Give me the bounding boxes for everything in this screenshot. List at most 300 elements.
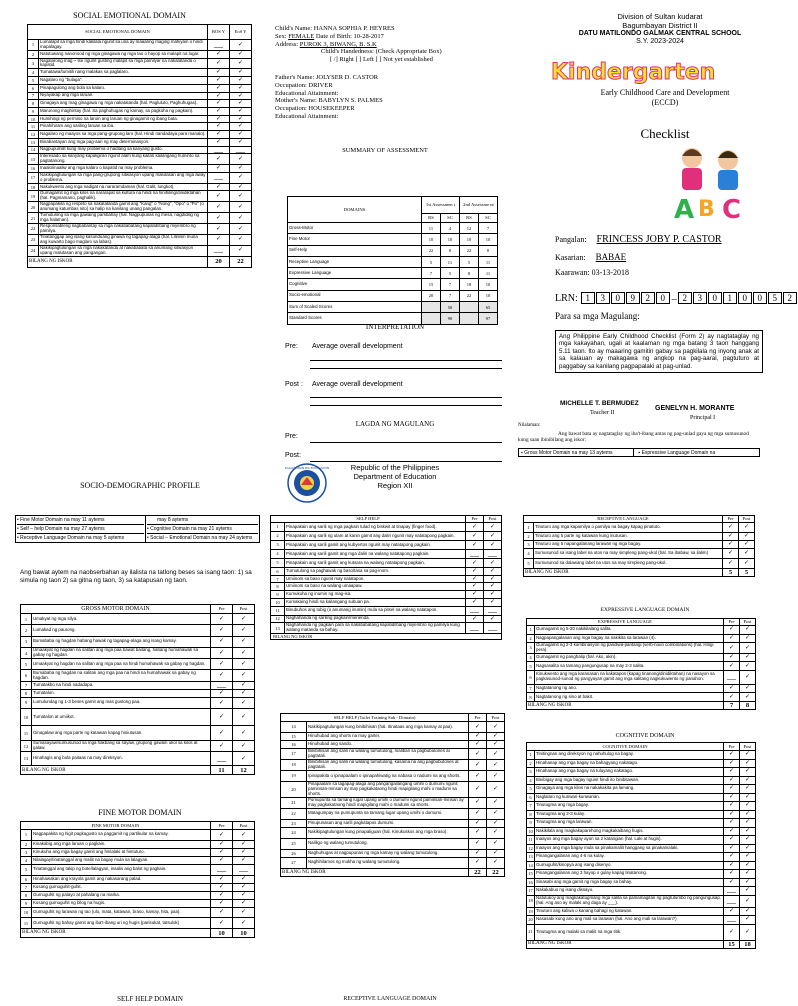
child-sex-dob bbox=[275, 33, 515, 41]
cognitive-title: COGNITIVE DOMAIN bbox=[615, 733, 675, 739]
cognitive-table bbox=[526, 742, 756, 949]
toilet-cell-post: ✓ bbox=[487, 819, 505, 827]
cognitive-row bbox=[527, 907, 756, 916]
school-year: S.Y. 2023-2024 bbox=[636, 38, 684, 46]
svg-text:C: C bbox=[722, 195, 742, 225]
summary-cell-s1: 50 bbox=[440, 302, 459, 313]
cognitive-cell-num: 17 bbox=[528, 888, 533, 894]
sex-label: Sex: bbox=[275, 32, 287, 40]
gross-cell-num: 12 bbox=[21, 741, 32, 752]
sed-cell-num: 23 bbox=[28, 234, 39, 245]
cognitive-cell-pre: ✓ bbox=[724, 907, 740, 916]
expressive-total-pre: 7 bbox=[724, 701, 740, 709]
fine-cell-item: Hinahawakan ang krayola gamit ang nakasarang palad. bbox=[32, 875, 211, 883]
expressive-cell-num: 1 bbox=[527, 626, 535, 635]
selfhelp-cell-post: ___ bbox=[484, 550, 502, 559]
receptive-cell-item: Sumusunod sa dalawang label na utos na may simpleng pang-ukol. bbox=[534, 559, 723, 569]
fine-cell-item: Gumuguhit ng larawan ng tao (ulo, mata, katawan, braso, kamay, hita, paa). bbox=[32, 907, 211, 918]
gross-total-label: BILANG NG ISKOR bbox=[21, 766, 211, 775]
summary-cell-r1 bbox=[421, 302, 440, 313]
sc-label: SC bbox=[478, 214, 497, 223]
gross-cell-post: ✓ bbox=[233, 709, 255, 726]
gross-cell-pre: ✓ bbox=[211, 689, 233, 697]
cognitive-cell-num: 3 bbox=[527, 768, 535, 777]
selfhelp-cell-item: Naghahanda ng sariling pagkain/merienda. bbox=[285, 615, 466, 623]
selfhelp-row bbox=[271, 623, 502, 634]
summary-cell-r2: 22 bbox=[459, 245, 478, 256]
selfhelp-row bbox=[271, 568, 502, 576]
toilet-cell-num: 17 bbox=[281, 749, 307, 760]
cognitive-row bbox=[527, 768, 756, 777]
interp-pre bbox=[285, 343, 505, 351]
selfhelp-cell-post: ✓ bbox=[484, 615, 502, 623]
toilet-cell-num: 18 bbox=[281, 760, 307, 771]
sed-cell-pre: ✓ bbox=[208, 69, 230, 77]
selfhelp-cell-post: ___ bbox=[484, 623, 502, 634]
toilet-cell-item: Pinupunasan ang sarili pagkatapos dumumi. bbox=[307, 819, 469, 827]
selfhelp-row bbox=[271, 575, 502, 583]
gross-cell-post: ✓ bbox=[233, 647, 255, 658]
mother-occupation: Occupation: HOUSEKEEPER bbox=[275, 105, 355, 113]
selfhelp-cell-pre: ✓ bbox=[466, 532, 484, 541]
toilet-cell-pre: ✓ bbox=[469, 857, 487, 868]
toilet-cell-num: 26 bbox=[281, 849, 307, 857]
sex-value: FEMALE bbox=[288, 32, 315, 40]
sed-cell-item: Interesado sa kanyang kapaligiran ngunit alam kung kailan kailangang huminto sa pagtatanong. bbox=[39, 154, 208, 165]
summary-table bbox=[287, 196, 498, 325]
gross-cell-post: ✓ bbox=[233, 689, 255, 697]
child-address bbox=[275, 41, 515, 49]
rs-label: RS bbox=[421, 214, 440, 223]
fine-cell-item: Tinatanggal ang takip ng bote/lalagyan, inaalis ang balot ng pagkain. bbox=[32, 864, 211, 875]
lrn-dash: – bbox=[671, 294, 677, 305]
toilet-cell-post: ✓ bbox=[487, 797, 505, 808]
expressive-cell-num: 6 bbox=[527, 670, 535, 684]
toilet-cell-item: Hinuhubad ang sando. bbox=[307, 741, 469, 749]
fine-cell-item: Kusang gumuguhit-guhit. bbox=[32, 883, 211, 891]
sed-cell-num: 1 bbox=[28, 40, 39, 51]
receptive-header: RECEPTIVE LANGUAGE bbox=[524, 516, 723, 523]
cognitive-cell-num: 4 bbox=[527, 776, 535, 785]
cognitive-row bbox=[527, 802, 756, 811]
cognitive-cell-pre: ✓ bbox=[724, 924, 740, 940]
cognitive-cell-item: Binibigay ang mga bagay ngunit hindi ito binibitawan. bbox=[535, 776, 724, 785]
socio-para: Ang bawat aytem na naobserbahan ay ilalista na tatlong beses sa isang taon: 1) sa simula ng taon 2) sa gitna ng taon, 3) sa katapusan ng taon. bbox=[20, 569, 252, 584]
receptive-total-label: BILANG NG ISKOR bbox=[524, 569, 723, 577]
lrn-digit: 0 bbox=[753, 292, 767, 304]
toilet-cell-post: ✓ bbox=[487, 857, 505, 868]
sed-cell-item: Nakikipagtulungan sa mga nakakatanda at nakababata sa anumang sitwasyon upang malutasan ang pangangan. bbox=[39, 245, 208, 256]
cognitive-cell-post: ✓ bbox=[740, 759, 756, 768]
gross-total-row bbox=[21, 766, 255, 775]
summary-cell-r2: 22 bbox=[459, 290, 478, 301]
expressive-row bbox=[527, 653, 756, 662]
sed-cell-pre: ✓ bbox=[208, 154, 230, 165]
teacher-role: Teacher II bbox=[590, 410, 615, 416]
gross-cell-pre: ✓ bbox=[211, 741, 233, 752]
toilet-cell-item: Binibihisan ang sarili na walang tumutulong, maliban sa pagbubutones at pagtatali. bbox=[307, 749, 469, 760]
selfhelp-cell-num: 13 bbox=[271, 623, 285, 634]
lrn-digit: 1 bbox=[723, 292, 737, 304]
receptive-table-wrap bbox=[523, 515, 755, 577]
summary-cell-d: Gross-Motor bbox=[288, 223, 422, 234]
cognitive-cell-pre: ✓ bbox=[724, 819, 740, 828]
gross-cell-post: ✓ bbox=[233, 614, 255, 625]
expressive-cell-pre: ✓ bbox=[724, 684, 740, 693]
summary-cell-r1: 20 bbox=[421, 290, 440, 301]
sed-row bbox=[28, 58, 252, 69]
cognitive-cell-num: 14 bbox=[528, 862, 533, 868]
receptive-pre: Pre bbox=[723, 516, 739, 523]
cognitive-row bbox=[527, 836, 756, 845]
fine-cell-num: 2 bbox=[21, 840, 32, 848]
cognitive-cell-post: ✓ bbox=[740, 802, 756, 811]
gross-cell-item: Umakyat ng mga silya. bbox=[32, 614, 211, 625]
address-value: PUROK 3, BIWANG, B. S.K bbox=[299, 40, 377, 48]
sed-cell-num: 4 bbox=[28, 69, 39, 77]
sed-row bbox=[28, 138, 252, 146]
fine-cell-item: Gumuguhit ng bahay gamit ang iba't-ibang uri ng hugis (parisukat, tatsulok) bbox=[32, 918, 211, 929]
selfhelp-cell-post: ✓ bbox=[484, 559, 502, 568]
expressive-cell-post: ✓ bbox=[740, 626, 756, 635]
fine-cell-item: Gumuguhit ng patayo at pahalang na marka. bbox=[32, 891, 211, 899]
interp-lines bbox=[310, 353, 502, 369]
fine-cell-num: 11 bbox=[21, 918, 32, 929]
lrn-digit: 2 bbox=[678, 292, 692, 304]
toilet-total-post: 22 bbox=[487, 868, 505, 876]
cognitive-cell-post: ✓ bbox=[740, 776, 756, 785]
sed-cell-post: ✓ bbox=[230, 165, 252, 173]
gross-cell-item: Lumakad ng paurong. bbox=[32, 625, 211, 636]
lrn-digit: 0 bbox=[708, 292, 722, 304]
cognitive-row bbox=[527, 785, 756, 794]
expressive-total-post: 8 bbox=[740, 701, 756, 709]
sed-cell-num: 14 bbox=[28, 146, 39, 154]
interpretation-title: INTERPRETATION bbox=[365, 323, 425, 331]
summary-cell-r1: 11 bbox=[421, 223, 440, 234]
toilet-cell-pre: ✓ bbox=[469, 782, 487, 798]
rs-label: RS bbox=[459, 214, 478, 223]
cognitive-cell-post: ✓ bbox=[740, 785, 756, 794]
receptive-row bbox=[524, 559, 755, 569]
sed-cell-post: ✓ bbox=[230, 183, 252, 191]
sed-cell-post: ✓ bbox=[230, 234, 252, 245]
expressive-title: EXPRESSIVE LANGUAGE DOMAIN bbox=[600, 607, 690, 613]
selfhelp-cell-num: 4 bbox=[271, 550, 285, 559]
selfhelp-cell-pre: ✓ bbox=[466, 523, 484, 532]
fine-row bbox=[21, 891, 255, 899]
deped-seal-icon bbox=[284, 463, 330, 503]
summary-row bbox=[288, 279, 498, 290]
sed-cell-item: Natutuwang nanonood ng mga ginagawa ng mga tao o hayop sa malapit na lugar. bbox=[39, 50, 208, 58]
toilet-cell-item: Nakikipagtulungan kung binibihisan (hal. Itinataas ang mga kamay at paa). bbox=[307, 722, 469, 733]
sed-table bbox=[27, 24, 252, 268]
cognitive-cell-num: 8 bbox=[527, 810, 535, 819]
eccd-title: Early Childhood Care and Development (ECCD) bbox=[600, 88, 730, 107]
republic-line1: Republic of the Philippines bbox=[350, 463, 440, 472]
summary-cell-r1: 15 bbox=[421, 279, 440, 290]
summary-cell-s2: 8 bbox=[478, 245, 497, 256]
gross-post: Post bbox=[233, 605, 255, 614]
expressive-cell-item: Kinukwento ang mga karanasan na kakatapos (kapag tinanong/dinidiktahan) na nasayon sa pagkasunod-sunod ng pangyayari gamit ang mga salitang nagkukuwento ng panahon. bbox=[535, 670, 724, 684]
selfhelp-row bbox=[271, 606, 502, 615]
selfhelp-table-wrap bbox=[270, 515, 502, 640]
kasarian-label: Kasarian: bbox=[555, 252, 586, 262]
expressive-cell-post: ✓ bbox=[740, 684, 756, 693]
sed-cell-num: 20 bbox=[28, 202, 39, 213]
sed-row bbox=[28, 172, 252, 183]
cognitive-cell-num: 15 bbox=[528, 871, 533, 877]
summary-cell-s2: 65 bbox=[478, 302, 497, 313]
sed-row bbox=[28, 245, 252, 256]
sed-cell-item: Nakikipagtulungan sa mga pang-grupong sitwasyon upang malutasan ang mga away o problema. bbox=[40, 171, 206, 182]
summary-cell-d: Sum of Scaled Scores bbox=[288, 302, 422, 313]
cognitive-row bbox=[527, 916, 756, 925]
interp-post-text: Average overall development bbox=[312, 381, 403, 388]
sed-cell-item: Binabantayan ang mga pag-aari ng may determinasyon. bbox=[39, 138, 208, 146]
cognitive-cell-num: 12 bbox=[528, 845, 533, 851]
toilet-cell-num: 24 bbox=[281, 827, 307, 838]
fine-cell-pre: ___ bbox=[211, 864, 233, 875]
summary-cell-s1: 10 bbox=[440, 234, 459, 245]
selfhelp-cell-item: Pinapakain ang sarili ng mga pagkain tulad ng biskwit at tinapay (finger food). bbox=[285, 523, 466, 532]
gross-cell-post: ✓ bbox=[233, 681, 255, 689]
cognitive-cell-item: Tinutugma ang mga bagay. bbox=[535, 802, 724, 811]
sed-cell-pre: ✓ bbox=[208, 191, 230, 202]
sed-cell-post: ✓ bbox=[230, 213, 252, 224]
lagda-post-line bbox=[310, 454, 502, 462]
sed-cell-pre: ✓ bbox=[208, 165, 230, 173]
toilet-row bbox=[281, 857, 505, 868]
gross-cell-post: ✓ bbox=[233, 636, 255, 647]
children-abc-illustration-icon bbox=[670, 138, 755, 223]
toilet-cell-item: Binibihisan ang sarili na walang tumutulong, kasama na ang pagbubutones at pagtatali. bbox=[307, 760, 469, 771]
expressive-row bbox=[527, 643, 756, 654]
toilet-table-wrap bbox=[280, 713, 505, 877]
fine-cell-num: 7 bbox=[21, 883, 32, 891]
toilet-cell-item: Pinapaalam sa tagapag-alaga ang pangangailangang umihi o dumumi ngunit paminsan-minsan ay may pagkakataong hindi mapigilang mahi o madumi sa shorts. bbox=[307, 782, 469, 798]
lrn-digit: 3 bbox=[693, 292, 707, 304]
sed-row bbox=[28, 154, 252, 165]
cognitive-cell-pre: ___ bbox=[724, 895, 740, 907]
toilet-cell-pre: ✓ bbox=[469, 849, 487, 857]
fine-cell-pre: ✓ bbox=[211, 907, 233, 918]
nilalaman-boxes bbox=[518, 448, 760, 457]
cognitive-cell-num: 13 bbox=[528, 854, 533, 860]
selfhelp-cell-item: Kumukuha ng inumin ng mag-isa. bbox=[285, 591, 466, 599]
sed-cell-num: 7 bbox=[28, 92, 39, 100]
fine-cell-item: Nilalagay/tinatanggal ang maliit na bagay mula sa lalagyan. bbox=[32, 856, 211, 864]
toilet-cell-pre: ✓ bbox=[469, 722, 487, 733]
sed-total-row bbox=[28, 256, 252, 267]
fine-cell-post: ✓ bbox=[233, 918, 255, 929]
lrn-digit: 0 bbox=[611, 292, 625, 304]
gross-cell-pre: ___ bbox=[211, 681, 233, 689]
cognitive-row bbox=[527, 827, 756, 836]
sed-cell-post: ✓ bbox=[230, 84, 252, 92]
receptive-cell-num: 4 bbox=[524, 549, 534, 559]
gross-cell-post: ✓ bbox=[233, 625, 255, 636]
summary-cell-r2: 8 bbox=[459, 268, 478, 279]
expressive-cell-num: 2 bbox=[527, 634, 535, 643]
selfhelp-cell-post: ✓ bbox=[484, 541, 502, 550]
toilet-row bbox=[281, 819, 505, 827]
selfhelp-cell-post: ___ bbox=[484, 606, 502, 615]
selfhelp-cell-pre: ✓ bbox=[466, 583, 484, 591]
sed-cell-pre: ___ bbox=[208, 172, 230, 183]
summary-cell-s2: 11 bbox=[478, 268, 497, 279]
cognitive-row bbox=[527, 887, 756, 896]
expressive-cell-num: 7 bbox=[527, 684, 535, 693]
gross-table-wrap bbox=[20, 604, 255, 775]
selfhelp-cell-post: ✓ bbox=[484, 591, 502, 599]
cognitive-row bbox=[527, 878, 756, 887]
expressive-cell-post: ✓ bbox=[740, 643, 756, 654]
cognitive-cell-pre: ✓ bbox=[724, 844, 740, 853]
sed-row bbox=[28, 50, 252, 58]
sed-cell-pre: ✓ bbox=[208, 84, 230, 92]
fine-post: Post bbox=[233, 822, 255, 830]
toilet-cell-item: Naghuhugas at nagpupunas ng mga kamay ng walang tumutulong. bbox=[307, 849, 469, 857]
expressive-cell-pre: ✓ bbox=[724, 693, 740, 702]
cognitive-cell-item: Hinahanap ang mga bagay na tuluyang nakatago. bbox=[535, 768, 724, 777]
nilalaman-box2-text: Expressive Language Domain na bbox=[641, 450, 716, 456]
selfhelp-cell-item: Naghahanda ng pagkain para sa nakababatang kapatid/ibang miyembro ng pamilya kung walang matanda sa bahay. bbox=[285, 623, 466, 634]
summary-cell-s1: 5 bbox=[440, 268, 459, 279]
toilet-row bbox=[281, 782, 505, 798]
sed-cell-post: ___ bbox=[230, 146, 252, 154]
summary-table-wrap bbox=[287, 196, 498, 325]
receptive-total-post: 5 bbox=[739, 569, 755, 577]
cognitive-total-label: BILANG NG ISKOR bbox=[527, 940, 724, 948]
selfhelp-cell-num: 9 bbox=[271, 591, 285, 599]
receptive-cell-pre: ✓ bbox=[723, 541, 739, 549]
cognitive-cell-item: Pinangangalanan ang 4-6 na kulay. bbox=[535, 853, 724, 862]
sed-cell-item: Marunong maghintay (hal. Sa paghuhugas ng kamay, sa pagkuha ng pagkain). bbox=[39, 108, 208, 116]
cognitive-cell-num: 6 bbox=[527, 793, 535, 802]
receptive-cell-num: 2 bbox=[524, 533, 534, 541]
gross-row bbox=[21, 614, 255, 625]
toilet-cell-post: ✓ bbox=[487, 827, 505, 838]
gross-cell-item: Umaakyat ng hagdan na salitan ang mga paa na hindi humahawak sa gabay ng hagdan. bbox=[32, 659, 211, 670]
selfhelp-cell-item: Kumakaing hindi na kailangang subuan pa. bbox=[285, 598, 466, 606]
fine-cell-pre: ✓ bbox=[211, 856, 233, 864]
cognitive-cell-post: ✓ bbox=[740, 819, 756, 828]
receptive-cell-item: Sumusunod sa isang label na utos na may simpleng pang-ukol (hal. Sa ibabaw, sa ilalim) bbox=[534, 549, 723, 559]
cognitive-row bbox=[527, 895, 756, 907]
gross-cell-post: ✓ bbox=[233, 659, 255, 670]
selfhelp-row bbox=[271, 532, 502, 541]
expressive-cell-pre: ✓ bbox=[724, 653, 740, 662]
gross-cell-item: Tumatalon at umiikot. bbox=[32, 709, 211, 726]
toilet-post: Post bbox=[487, 714, 505, 722]
expressive-cell-pre: ✓ bbox=[724, 662, 740, 671]
sed-cell-num: 11 bbox=[28, 123, 39, 131]
gross-cell-pre: ✓ bbox=[211, 697, 233, 708]
gross-row bbox=[21, 741, 255, 752]
cognitive-cell-num: 1 bbox=[527, 751, 535, 760]
fine-cell-item: Nagpapakita ng higit pagkagusto sa paggamit ng partikular na kamay. bbox=[32, 830, 211, 841]
gross-cell-pre: ✓ bbox=[211, 726, 233, 741]
sed-cell-post: ✓ bbox=[230, 191, 252, 202]
fine-cell-post: ✓ bbox=[233, 891, 255, 899]
selfhelp-cell-num: 1 bbox=[271, 523, 285, 532]
nilalaman-box2: ▪ Expressive Language Domain na bbox=[638, 450, 716, 456]
receptive-post: Post bbox=[739, 516, 755, 523]
gross-cell-num: 2 bbox=[21, 625, 32, 636]
toilet-header: SELF HELP (Toilet Training Sub - Domain) bbox=[281, 714, 469, 722]
sed-cell-post: ✓ bbox=[230, 202, 252, 213]
lrn-boxes bbox=[581, 289, 798, 306]
fine-cell-num: 10 bbox=[21, 907, 32, 918]
sed-cell-post: ✓ bbox=[230, 245, 252, 256]
selfhelp-cell-post: ✓ bbox=[484, 598, 502, 606]
fine-cell-num: 5 bbox=[21, 864, 32, 875]
receptive-cell-post: ✓ bbox=[739, 549, 755, 559]
cognitive-cell-pre: ✓ bbox=[724, 810, 740, 819]
lagda-title: LAGDA NG MAGULANG bbox=[355, 420, 435, 428]
fine-cell-post: ✓ bbox=[233, 883, 255, 891]
summary-cell-d: Self-Help bbox=[288, 245, 422, 256]
toilet-cell-num: 19 bbox=[281, 771, 307, 782]
toilet-cell-post: ✓ bbox=[487, 733, 505, 741]
sed-cell-num: 21 bbox=[28, 213, 39, 224]
summary-cell-r1: 10 bbox=[421, 234, 440, 245]
receptive-cell-post: ✓ bbox=[739, 533, 755, 541]
sed-cell-pre: ✓ bbox=[208, 115, 230, 123]
gross-cell-item: Hinahagis ang bola paitaas na may direksyon. bbox=[32, 752, 211, 766]
cognitive-cell-post: ✓ bbox=[740, 768, 756, 777]
expressive-table-wrap bbox=[526, 618, 756, 710]
toilet-cell-pre: ✓ bbox=[469, 749, 487, 760]
selfhelp-row bbox=[271, 583, 502, 591]
toilet-cell-post: ✓ bbox=[487, 782, 505, 798]
receptive-cell-num: 1 bbox=[524, 523, 534, 533]
expressive-cell-num: 8 bbox=[527, 693, 535, 702]
lrn-digit: 0 bbox=[738, 292, 752, 304]
selfhelp-post: Post bbox=[484, 516, 502, 523]
cognitive-cell-post: ✓ bbox=[740, 878, 756, 887]
gross-cell-post: ✓ bbox=[233, 670, 255, 681]
selfhelp-row bbox=[271, 559, 502, 568]
fine-row bbox=[21, 907, 255, 918]
socio-col1: • Fine Motor Domain na may 11 aytems • Self – help Domain na may 27 aytems • Receptive Language Domain na may 5 aytems bbox=[16, 516, 146, 543]
receptive-cell-num: 3 bbox=[524, 541, 534, 549]
cognitive-cell-item: Tinitingnan ang direksyon ng nahuhulog na bagay. bbox=[535, 751, 724, 760]
cognitive-cell-pre: ✓ bbox=[724, 776, 740, 785]
cognitive-total-pre: 15 bbox=[724, 940, 740, 948]
cognitive-cell-pre: ✓ bbox=[724, 878, 740, 887]
gross-cell-num: 11 bbox=[21, 726, 32, 741]
sed-cell-post: ✓ bbox=[230, 69, 252, 77]
socio-title: SOCIO-DEMOGRAPHIC PROFILE bbox=[80, 481, 200, 490]
summary-cell-d: Socio-emotional bbox=[288, 290, 422, 301]
selfhelp-row bbox=[271, 591, 502, 599]
toilet-row bbox=[281, 827, 505, 838]
cognitive-cell-post: ✓ bbox=[740, 870, 756, 879]
selfhelp-cell-item: Umiinom sa baso ngunit may natatapon. bbox=[285, 575, 466, 583]
sed-cell-pre: ✓ bbox=[208, 50, 230, 58]
expressive-cell-item: Gumagamit ng panghalip (hal. Ako, akin). bbox=[535, 653, 724, 662]
toilet-cell-post: ✓ bbox=[487, 849, 505, 857]
toilet-cell-num: 23 bbox=[281, 819, 307, 827]
summary-cell-d: Standard Scores bbox=[288, 313, 422, 324]
cognitive-cell-post: ✓ bbox=[740, 853, 756, 862]
cognitive-cell-num: 10 bbox=[528, 828, 533, 834]
selfhelp-cell-item: Pinapakain ang sarili ng ulam at kanin gamit ang daliri ngunit may natatapong pagkain. bbox=[285, 532, 466, 541]
cognitive-cell-num: 11 bbox=[528, 837, 533, 843]
summary-row bbox=[288, 223, 498, 234]
